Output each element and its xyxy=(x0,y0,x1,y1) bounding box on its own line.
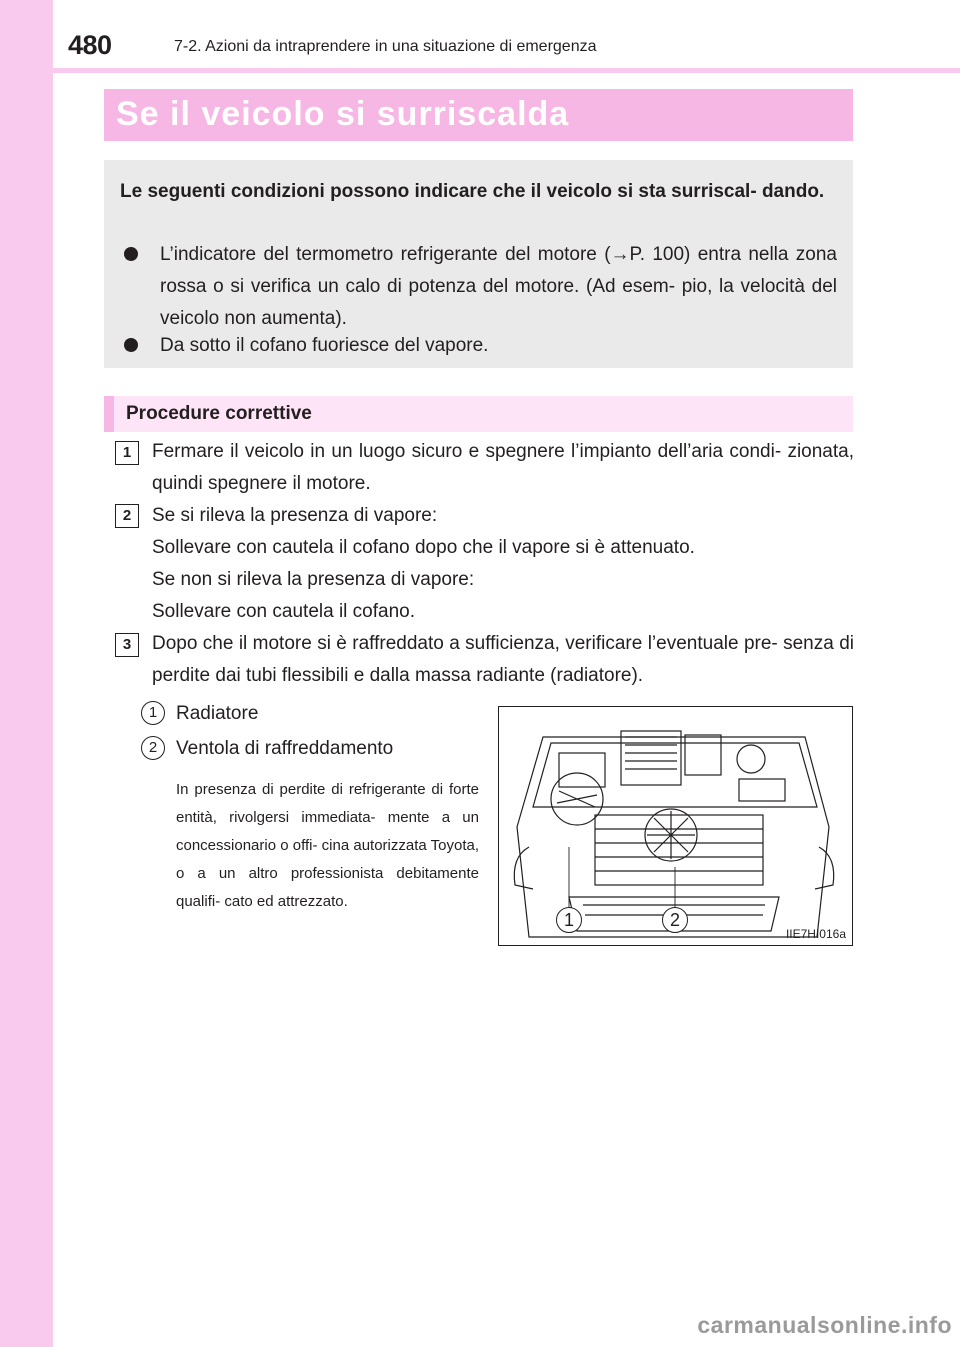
bullet-text: L’indicatore del termometro refrigerante del motore (→P. 100) entra nella zona rossa o si verifica un calo di potenza del motore. (Ad esem- pio, la velocità del veicolo non aumenta). xyxy=(160,244,837,329)
section-accent xyxy=(104,396,114,432)
step-number-badge: 1 xyxy=(115,441,139,465)
header-divider xyxy=(53,68,960,73)
step-text: Fermare il veicolo in un luogo sicuro e spegnere l’impianto dell’aria condi- zionata, quindi spegnere il motore. xyxy=(152,441,854,494)
engine-compartment-figure xyxy=(498,706,853,946)
section-title: Procedure correttive xyxy=(126,403,312,424)
legend-label: Ventola di raffreddamento xyxy=(176,738,394,759)
page-title-bar xyxy=(104,89,853,141)
intro-text: Le seguenti condizioni possono indicare che il veicolo si sta surriscal- dando. xyxy=(120,181,825,202)
watermark: carmanualsonline.info xyxy=(697,1312,952,1338)
intro-box xyxy=(104,160,853,368)
step-text: Sollevare con cautela il cofano. xyxy=(152,601,415,622)
bullet-dot-icon xyxy=(124,247,138,261)
page-number: 480 xyxy=(68,30,112,60)
step-text: Sollevare con cautela il cofano dopo che il vapore si è attenuato. xyxy=(152,537,695,558)
chapter-header: 7-2. Azioni da intraprendere in una situazione di emergenza xyxy=(174,38,597,55)
step-text: Dopo che il motore si è raffreddato a sufficienza, verificare l’eventuale pre- senza di perdite dai tubi flessibili e dalla massa radiante (radiatore). xyxy=(152,633,854,686)
section-heading xyxy=(104,396,853,432)
legend-number: 2 xyxy=(141,736,165,760)
figure-callout: 1 xyxy=(556,907,582,933)
step-number-badge: 2 xyxy=(115,504,139,528)
figure-callout: 2 xyxy=(662,907,688,933)
page-title: Se il veicolo si surriscalda xyxy=(116,95,570,133)
bullet-text: Da sotto il cofano fuoriesce del vapore. xyxy=(160,335,489,356)
note-text: In presenza di perdite di refrigerante di forte entità, rivolgersi immediata- mente a un concessionario o offi- cina autorizzata Toyota, o a un altro professionista debitamente qualifi- cato ed attrezzato. xyxy=(176,781,479,910)
figure-code: IIE7HI016a xyxy=(785,927,846,941)
legend-label: Radiatore xyxy=(176,703,259,724)
bullet-dot-icon xyxy=(124,338,138,352)
step-number-badge: 3 xyxy=(115,633,139,657)
step-text: Se non si rileva la presenza di vapore: xyxy=(152,569,475,590)
side-band xyxy=(0,0,53,1347)
legend-number: 1 xyxy=(141,701,165,725)
step-text: Se si rileva la presenza di vapore: xyxy=(152,505,438,526)
